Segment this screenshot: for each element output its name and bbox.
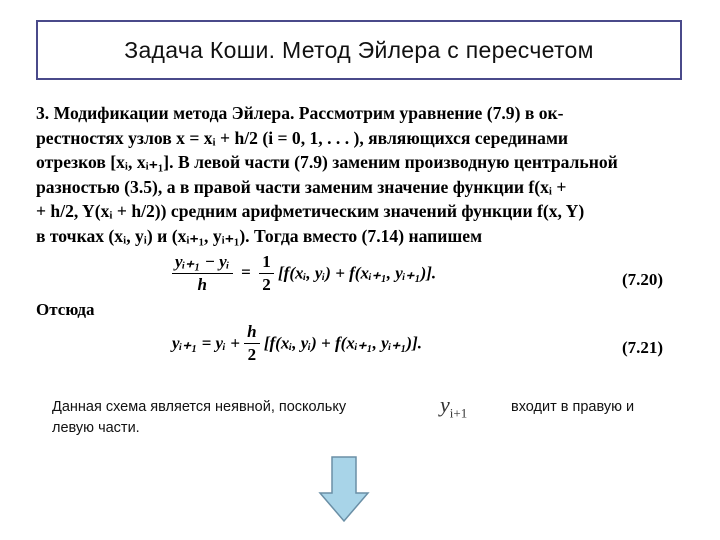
h-denominator: 2 [247, 345, 257, 364]
down-arrow-icon [318, 455, 370, 523]
lhs-numerator: yᵢ₊₁ − yᵢ [172, 252, 233, 274]
page-title: Задача Коши. Метод Эйлера с пересчетом [124, 36, 594, 63]
h-over-2-fraction [244, 322, 259, 365]
note-text-part2: входит в правую и [511, 399, 635, 415]
paragraph-line: 3. Модификации метода Эйлера. Рассмотрим уравнение (7.9) в ок- [36, 103, 564, 123]
paragraph-line: + h/2, Y(xᵢ + h/2)) средним арифметическим значений функции f(x, Y) [36, 201, 585, 221]
equation-7-21 [172, 322, 422, 365]
text-paragraph [36, 101, 676, 248]
paragraph-line: рестностях узлов x = xᵢ + h/2 (i = 0, 1, . . . ), являющихся серединами [36, 127, 569, 148]
note-text-part3: левую части. [52, 420, 140, 436]
equation-number: (7.21) [622, 338, 664, 357]
lhs-denominator: h [197, 275, 208, 294]
half-fraction [259, 252, 274, 295]
variable-subscript: i+1 [449, 405, 468, 421]
title-box [36, 20, 682, 80]
equation-number: (7.20) [622, 270, 664, 289]
equals-sign: = [236, 262, 255, 282]
half-denominator: 2 [262, 275, 271, 294]
paragraph-line: в точках (xᵢ, yᵢ) и (xᵢ₊₁, yᵢ₊₁). Тогда вместо (7.14) напишем [36, 225, 483, 246]
half-numerator: 1 [259, 252, 274, 274]
equation-7-20 [172, 252, 436, 295]
h-numerator: h [244, 322, 259, 344]
lhs-fraction [172, 252, 233, 295]
rhs-bracket: [f(xᵢ, yᵢ) + f(xᵢ₊₁, yᵢ₊₁)]. [278, 263, 437, 283]
note-text-part1: Данная схема является неявной, поскольку [52, 399, 347, 415]
otsyuda-label: Отсюда [36, 300, 95, 319]
paragraph-line: разностью (3.5), а в правой части заменим значение функции f(xᵢ + [36, 176, 567, 197]
eq2-lhs: yᵢ₊₁ = yᵢ + [172, 333, 240, 353]
variable-main: y [440, 392, 450, 417]
paragraph-line: отрезков [xᵢ, xᵢ₊₁]. В левой части (7.9) заменим производную центральной [36, 152, 618, 172]
y-i-plus-1-variable [440, 392, 467, 421]
eq2-rhs-bracket: [f(xᵢ, yᵢ) + f(xᵢ₊₁, yᵢ₊₁)]. [263, 333, 422, 353]
